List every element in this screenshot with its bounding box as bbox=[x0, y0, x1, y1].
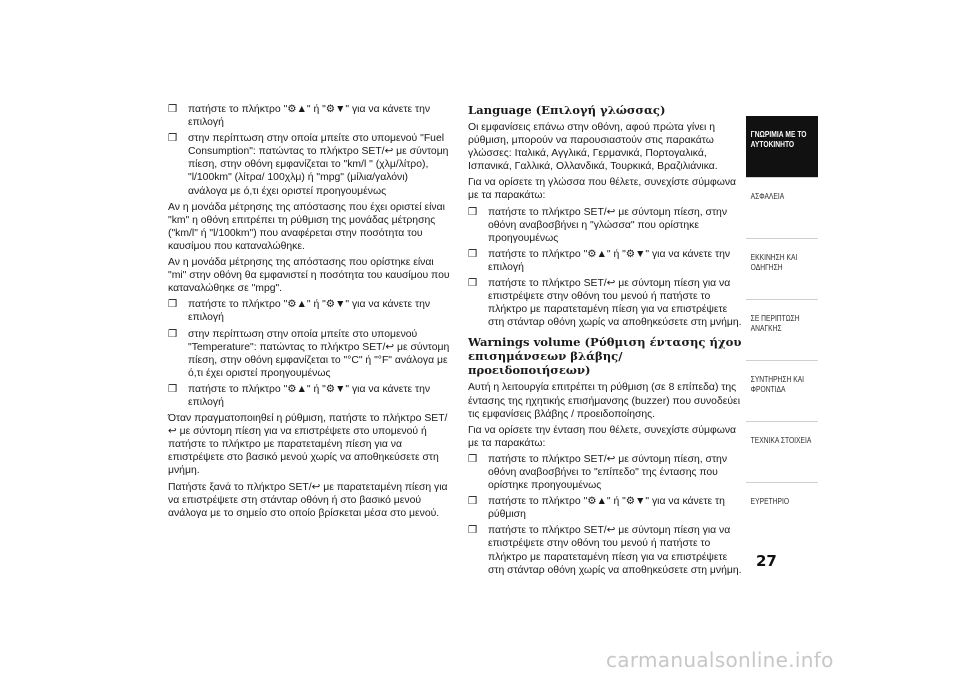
watermark: carmanualsonline.info bbox=[606, 648, 834, 672]
bullet-item bbox=[168, 132, 450, 197]
chapter-tab-label bbox=[746, 177, 818, 232]
bullet-item bbox=[168, 383, 450, 409]
bullet-text: στην περίπτωση στην οποία μπείτε στο υπομενού "Temperature": πατώντας το πλήκτρο SET/↩ με σύντομη πίεση, στην οθόνη εμφανίζεται το "°C" ή "°F" ανάλογα με ό,τι έχει οριστεί προηγουμένως bbox=[188, 328, 450, 379]
checkbox-bullet-icon: ❒ bbox=[168, 328, 178, 340]
checkbox-bullet-icon: ❒ bbox=[468, 525, 478, 537]
checkbox-bullet-icon: ❒ bbox=[468, 496, 478, 508]
checkbox-bullet-icon: ❒ bbox=[468, 453, 478, 465]
chapter-tab-text: ΣΥΝΤΗΡΗΣΗ ΚΑΙ ΦΡΟΝΤΙΔΑ bbox=[750, 374, 805, 394]
bullet-text: πατήστε το πλήκτρο "⚙▲" ή "⚙▼" για να κάνετε την επιλογή bbox=[488, 248, 731, 273]
bullet-item bbox=[168, 103, 450, 129]
bullet-text: πατήστε το πλήκτρο SET/↩ με σύντομη πίεση, στην οθόνη αναβοσβήνει η "γλώσσα" που ορίστηκε προηγουμένως bbox=[488, 206, 728, 244]
checkbox-bullet-icon: ❒ bbox=[168, 104, 178, 115]
bullet-text: πατήστε το πλήκτρο SET/↩ με σύντομη πίεση, στην οθόνη αναβοσβήνει το "επίπεδο" της έντασης που ορίστηκε προηγουμένως bbox=[488, 453, 728, 492]
chapter-tab-label bbox=[746, 421, 818, 476]
bullet-item bbox=[468, 206, 744, 245]
chapter-tab-text: ΤΕΧΝΙΚΑ ΣΤΟΙΧΕΙΑ bbox=[750, 435, 812, 445]
bullet-item bbox=[468, 453, 744, 492]
chapter-tabs bbox=[746, 116, 818, 543]
chapter-tab-text: ΕΚΚΙΝΗΣΗ ΚΑΙ ΟΔΗΓΗΣΗ bbox=[750, 252, 798, 272]
chapter-tab[interactable] bbox=[746, 177, 818, 238]
page-number: 27 bbox=[756, 552, 777, 570]
bullet-text: πατήστε το πλήκτρο "⚙▲" ή "⚙▼" για να κάνετε την επιλογή bbox=[188, 104, 431, 129]
paragraph: Πατήστε ξανά το πλήκτρο SET/↩ με παρατεταμένη πίεση για να επιστρέψετε στη στάνταρ οθόνη ή στο βασικό μενού ανάλογα με το σημείο στο οποίο βρίσκεται μέσα στο μενού. bbox=[168, 481, 448, 519]
chapter-tab-label bbox=[746, 360, 818, 415]
paragraph: Αν η μονάδα μέτρησης της απόστασης που ορίστηκε είναι "mi" στην οθόνη θα εμφανιστεί η ποσότητα του καυσίμου που καταναλώθηκε σε "mpg". bbox=[168, 257, 450, 295]
section-heading: Warnings volume (Ρύθμιση έντασης ήχου επισημάνσεων βλάβης/προειδοποιήσεων) bbox=[468, 335, 742, 378]
right-column bbox=[468, 103, 744, 580]
chapter-tab-text: ΑΣΦΑΛΕΙΑ bbox=[750, 191, 785, 201]
bullet-text: πατήστε το πλήκτρο SET/↩ με σύντομη πίεση για να επιστρέψετε στην οθόνη του μενού ή πατήστε το πλήκτρο με παρατεταμένη πίεση για να επιστρέψετε στη στάνταρ οθόνη χωρίς να αποθηκεύσετε στη μνήμη. bbox=[488, 278, 742, 329]
chapter-tab-label bbox=[746, 482, 818, 537]
chapter-tab-label bbox=[746, 299, 818, 354]
chapter-tab-text: ΕΥΡΕΤΗΡΙΟ bbox=[750, 496, 790, 506]
bullet-item bbox=[468, 277, 744, 329]
checkbox-bullet-icon: ❒ bbox=[168, 133, 178, 145]
chapter-tab[interactable] bbox=[746, 360, 818, 421]
left-column bbox=[168, 103, 450, 523]
chapter-tab[interactable] bbox=[746, 299, 818, 360]
paragraph: Όταν πραγματοποιηθεί η ρύθμιση, πατήστε το πλήκτρο SET/↩ με σύντομη πίεση για να επιστρέψετε στο υπομενού ή πατήστε το πλήκτρο με παρατεταμένη πίεση για να επιστρέψετε στο βασικό μενού χωρίς να αποθηκεύσετε στη μνήμη. bbox=[168, 413, 448, 477]
bullet-item bbox=[168, 298, 450, 324]
bullet-item bbox=[168, 328, 450, 380]
bullet-text: πατήστε το πλήκτρο "⚙▲" ή "⚙▼" για να κάνετε την επιλογή bbox=[188, 299, 431, 324]
bullet-text: στην περίπτωση στην οποία μπείτε στο υπομενού "Fuel Consumption": πατώντας το πλήκτρο SET/↩ με σύντομη πίεση, στην οθόνη εμφανίζεται το "km/l " (χλμ/λίτρο), "l/100km" (λίτρα/ 100χλμ) ή "mpg" (μίλια/γαλόνι) ανάλογα με ό,τι έχει οριστεί προηγουμένως bbox=[188, 133, 449, 197]
bullet-item bbox=[468, 524, 744, 576]
chapter-tab[interactable] bbox=[746, 482, 818, 543]
chapter-tab[interactable] bbox=[746, 238, 818, 299]
checkbox-bullet-icon: ❒ bbox=[168, 383, 178, 395]
chapter-tab-text: ΓΝΩΡΙΜΙΑ ΜΕ ΤΟ ΑΥΤΟΚΙΝΗΤΟ bbox=[750, 129, 807, 149]
chapter-tab-label bbox=[746, 238, 818, 293]
chapter-tab[interactable] bbox=[746, 116, 818, 177]
checkbox-bullet-icon: ❒ bbox=[168, 299, 178, 311]
bullet-text: πατήστε το πλήκτρο "⚙▲" ή "⚙▼" για να κάνετε την επιλογή bbox=[188, 383, 431, 408]
bullet-text: πατήστε το πλήκτρο "⚙▲" ή "⚙▼" για να κάνετε τη ρύθμιση bbox=[488, 496, 725, 521]
bullet-item bbox=[468, 248, 744, 274]
paragraph: Αυτή η λειτουργία επιτρέπει τη ρύθμιση (σε 8 επίπεδα) της έντασης της ηχητικής επισήμανσης (buzzer) που συνοδεύει τις εμφανίσεις βλάβης / προειδοποίησης. bbox=[468, 382, 740, 420]
paragraph: Αν η μονάδα μέτρησης της απόστασης που έχει οριστεί είναι "km" η οθόνη επιτρέπει τη ρύθμιση της μονάδας μέτρησης ("km/l" ή "l/100km") που αναφέρεται στην ποσότητα του καυσίμου που καταναλώθηκε. bbox=[168, 201, 445, 252]
paragraph: Οι εμφανίσεις επάνω στην οθόνη, αφού πρώτα γίνει η ρύθμιση, μπορούν να παρουσιαστούν στις παρακάτω γλώσσες: Ιταλικά, Αγγλικά, Γερμανικά, Πορτογαλικά, Ισπανικά, Γαλλικά, Ολλανδικά, Τουρκικά, Βραζιλιάνικα. bbox=[468, 122, 718, 173]
checkbox-bullet-icon: ❒ bbox=[468, 206, 478, 218]
checkbox-bullet-icon: ❒ bbox=[468, 248, 478, 260]
chapter-tab-text: ΣΕ ΠΕΡΙΠΤΩΣΗ ΑΝΑΓΚΗΣ bbox=[750, 313, 800, 333]
checkbox-bullet-icon: ❒ bbox=[468, 278, 478, 290]
paragraph: Για να ορίσετε τη γλώσσα που θέλετε, συνεχίστε σύμφωνα με τα παρακάτω: bbox=[468, 177, 737, 202]
bullet-item bbox=[468, 495, 744, 521]
chapter-tab-label bbox=[746, 116, 818, 171]
bullet-text: πατήστε το πλήκτρο SET/↩ με σύντομη πίεση για να επιστρέψετε στην οθόνη του μενού ή πατήστε το πλήκτρο με παρατεταμένη πίεση για να επιστρέψετε στη στάνταρ οθόνη χωρίς να αποθηκεύσετε στη μνήμη. bbox=[488, 525, 742, 576]
section-heading: Language (Επιλογή γλώσσας) bbox=[468, 103, 666, 117]
paragraph: Για να ορίσετε την ένταση που θέλετε, συνεχίστε σύμφωνα με τα παρακάτω: bbox=[468, 424, 737, 449]
chapter-tab[interactable] bbox=[746, 421, 818, 482]
